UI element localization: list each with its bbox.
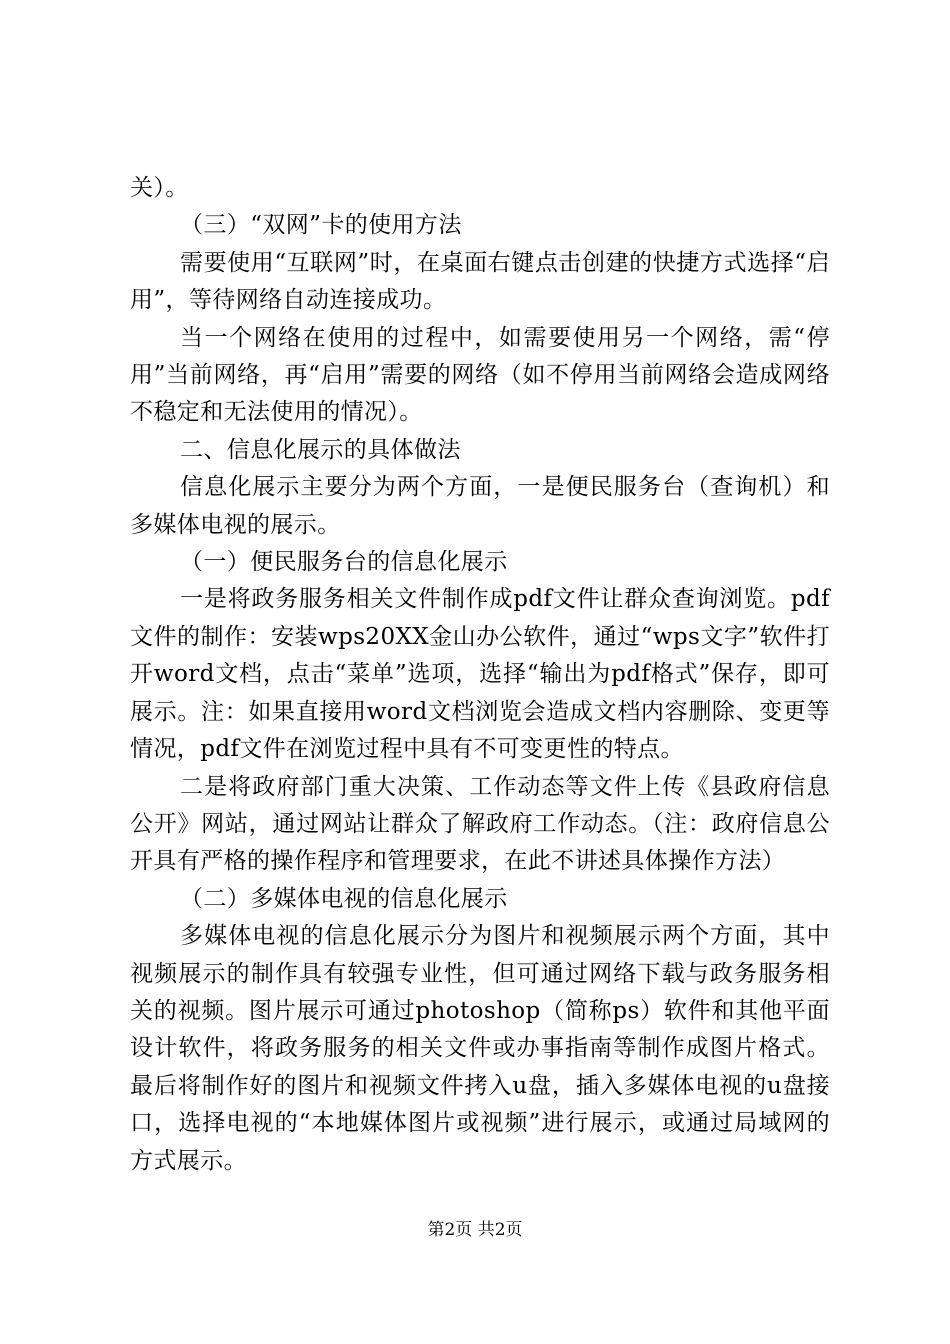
section-heading-info-display: 二、信息化展示的具体做法 xyxy=(180,436,461,463)
paragraph-continuation: 关）。 xyxy=(130,175,189,201)
section-heading-dual-network-usage: （三）“双网”卡的使用方法 xyxy=(180,212,462,239)
paragraph-enable-internet: 需要使用“互联网”时，在桌面右键点击创建的快捷方式选择“启用”，等待网络自动连接成功。 xyxy=(130,249,830,314)
paragraph-gov-info-disclosure: 二是将政府部门重大决策、工作动态等文件上传《县政府信息公开》网站，通过网站让群众了解政府工作动态。（注：政府信息公开具有严格的操作程序和管理要求，在此不讲述具体操作方法） xyxy=(130,773,830,875)
paragraph-display-overview: 信息化展示主要分为两个方面，一是便民服务台（查询机）和多媒体电视的展示。 xyxy=(130,474,830,538)
paragraph-switch-network: 当一个网络在使用的过程中，如需要使用另一个网络，需“停用”当前网络，再“启用”需要的网络（如不停用当前网络会造成网络不稳定和无法使用的情况）。 xyxy=(130,324,830,426)
paragraph-multimedia-tv: 多媒体电视的信息化展示分为图片和视频展示两个方面，其中视频展示的制作具有较强专业性，但可通过网络下载与政务服务相关的视频。图片展示可通过photoshop（简称ps）软件和其他平面设计软件，将政务服务的相关文件或办事指南等制作成图片格式。最后将制作好的图片和视频文件拷入u盘，插入多媒体电视的u盘接口，选择电视的“本地媒体图片或视频”进行展示，或通过局域网的方式展示。 xyxy=(130,923,830,1174)
document-body xyxy=(130,170,830,1180)
section-heading-service-desk: （一）便民服务台的信息化展示 xyxy=(180,549,508,576)
paragraph-pdf-production: 一是将政务服务相关文件制作成pdf文件让群众查询浏览。pdf文件的制作：安装wps20XX金山办公软件，通过“wps文字”软件打开word文档，点击“菜单”选项，选择“输出为pdf格式”保存，即可展示。注：如果直接用word文档浏览会造成文档内容删除、变更等情况，pdf文件在浏览过程中具有不可变更性的特点。 xyxy=(130,586,830,763)
section-heading-multimedia-tv: （二）多媒体电视的信息化展示 xyxy=(180,885,508,912)
page-number-footer: 第2页 共2页 xyxy=(427,1220,523,1240)
